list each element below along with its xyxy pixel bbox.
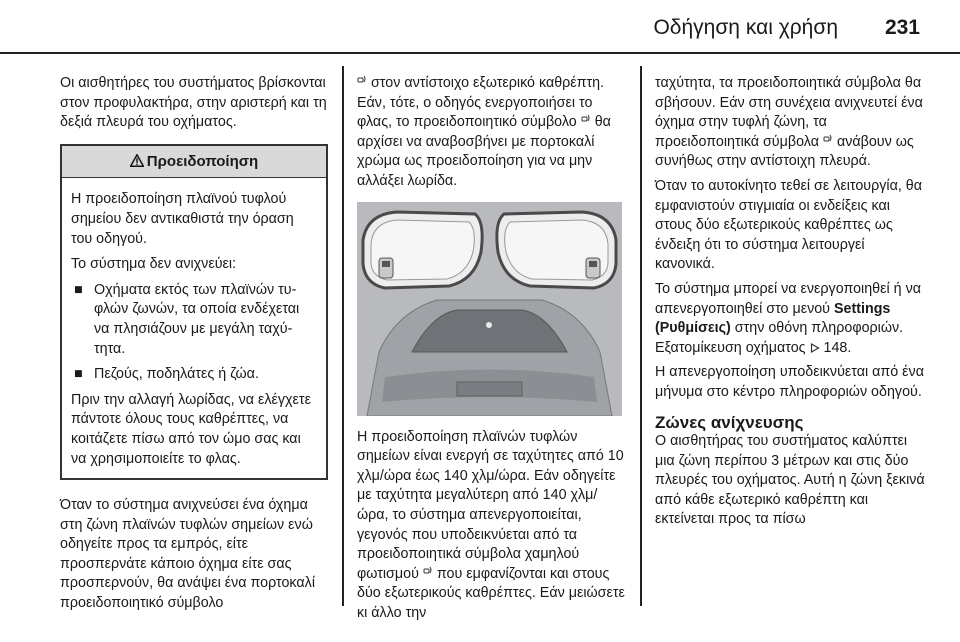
- warning-body: [62, 178, 326, 478]
- column-2: [357, 74, 625, 629]
- mirror-symbol-text-b: θα αρχίσει να αναβοσβήνει με πορτοκαλί χρώμα ως προειδοποίηση για να μην αλλάξει λωρίδα.: [357, 114, 611, 189]
- bullet-square-icon: ■: [74, 366, 83, 383]
- warning-bullet-1: [71, 281, 316, 359]
- warning-box: [60, 144, 328, 480]
- side-mirrors-illustration: [357, 202, 622, 416]
- symbols-off-text-a: ταχύτητα, τα προειδοποιητικά σύμβολα θα σβήσουν. Εάν στη συνέχεια ανιχνευτεί ένα όχημα στην τυφλή ζώνη, τα προειδοποιητικά σύμβολα: [655, 75, 923, 150]
- warning-bullet-2-text: Πεζούς, ποδηλάτες ή ζώα.: [94, 366, 259, 383]
- section-heading-detection-zones: Ζώνες ανίχνευσης: [655, 412, 804, 432]
- page-number: 231: [884, 16, 920, 39]
- bullet-square-icon: ■: [74, 281, 83, 298]
- intro-paragraph: Οι αισθητήρες του συστήματος βρίσκονται στον προφυλακτήρα, στην αριστερή και τη δεξιά πλευρά του οχήματος.: [60, 75, 327, 131]
- column-3: [655, 74, 927, 535]
- startup-paragraph: Όταν το αυτοκίνητο τεθεί σε λειτουργία, θα εμφανιστούν στιγμιαία οι ενδείξεις και στους δύο εξωτερικούς καθρέπτες ως ένδειξη ότι το σύστημα λειτουργεί κανονικά.: [655, 177, 923, 273]
- speed-range-paragraph: [357, 428, 625, 624]
- deactivation-paragraph: Η απενεργοποίηση υποδεικνύεται από ένα μήνυμα στο κέντρο πληροφοριών οδηγού.: [655, 364, 924, 400]
- detection-paragraph: Όταν το σύστημα ανιχνεύσει ένα όχημα στη ζώνη πλαϊνών τυφλών σημείων ενώ οδηγείτε προς τα εμπρός, είτε προσπερνάτε κάποιο όχημα είτε σας προσπερνούν, θα ανάψει ένα πορτοκαλί προειδοποιητικό σύμβολο: [60, 497, 315, 612]
- settings-page-ref[interactable]: 148.: [823, 339, 852, 356]
- symbols-off-text-b: ανάβουν ως συνήθως στην αντίστοιχη πλευρά.: [655, 133, 914, 170]
- warning-paragraph-2: Το σύστημα δεν ανιχνεύει:: [71, 256, 237, 273]
- warning-heading-text: Προειδοποίηση: [146, 152, 259, 170]
- column-divider-1: [342, 66, 344, 606]
- warning-triangle-icon: [130, 154, 144, 167]
- warning-paragraph-1: Η προειδοποίηση πλαϊνού τυφλού σημείου δεν αντικαθιστά την όραση του οδηγού.: [71, 191, 294, 247]
- speed-range-text-a: Η προειδοποίηση πλαϊνών τυφλών σημείων είναι ενεργή σε ταχύτητες από 10 χλμ/ώρα έως 140 χλμ/ώρα. Εάν οδηγείτε με ταχύτητα μεγαλύτερη από 140 χλμ/ώρα, το σύστημα απενεργοποιείται, γεγονός που υποδεικνύεται από τα προειδοποιητικά σύμβολα χαμηλού φωτισμού: [357, 428, 624, 582]
- blind-spot-car-icon: [581, 113, 591, 123]
- mirror-symbol-text-a: στον αντίστοιχο εξωτερικό καθρέπτη. Εάν, τότε, ο οδηγός ενεργοποιήσει το φλας, το προειδοποιητικό σύμβολο: [357, 75, 605, 131]
- symbols-off-paragraph: [655, 74, 927, 172]
- warning-bullet-1-text: Οχήματα εκτός των πλαϊνών τυφλών ζωνών, τα οποία ενδέχεται να πλησιάζουν με μεγάλη ταχύτητα.: [94, 281, 300, 357]
- page-reference-triangle-icon[interactable]: [810, 343, 820, 353]
- column-1: [60, 74, 328, 619]
- warning-paragraph-3: Πριν την αλλαγή λωρίδας, να ελέγχετε πάντοτε όλους τους καθρέπτες, να κοιτάζετε πίσω από τον ώμο σας και να χρησιμοποιείτε το φλας.: [71, 391, 311, 467]
- blind-spot-car-icon: [823, 133, 833, 143]
- header-rule: [0, 52, 960, 54]
- detection-zones-paragraph: Ο αισθητήρας του συστήματος καλύπτει μια ζώνη περίπου 3 μέτρων και στις δύο πλευρές του οχήματος. Αυτή η ζώνη ξεκινά από κάθε εξωτερικό καθρέπτη και εκτείνεται προς τα πίσω: [655, 433, 925, 528]
- warning-bullet-2: [71, 365, 316, 385]
- blind-spot-car-icon: [423, 565, 433, 575]
- page-header-title: Οδήγηση και χρήση: [653, 16, 838, 39]
- car-rear-mirrors-image: [357, 202, 622, 416]
- settings-text-a: Το σύστημα μπορεί να ενεργοποιηθεί ή να απενεργοποιηθεί στο μενού: [655, 280, 921, 317]
- warning-heading: [62, 146, 326, 179]
- blind-spot-car-icon: [357, 74, 367, 84]
- column-divider-2: [640, 66, 642, 606]
- speed-range-text-b: που εμφανίζονται και στους δύο εξωτερικούς καθρέπτες. Εάν μειώσετε κι άλλο την: [357, 565, 625, 621]
- settings-menu-link[interactable]: Settings (Ρυθμίσεις): [655, 300, 891, 337]
- settings-paragraph: [655, 280, 927, 358]
- settings-text-b: στην οθόνη πληροφοριών. Εξατομίκευση οχήματος: [655, 320, 904, 356]
- mirror-symbol-paragraph: [357, 74, 625, 192]
